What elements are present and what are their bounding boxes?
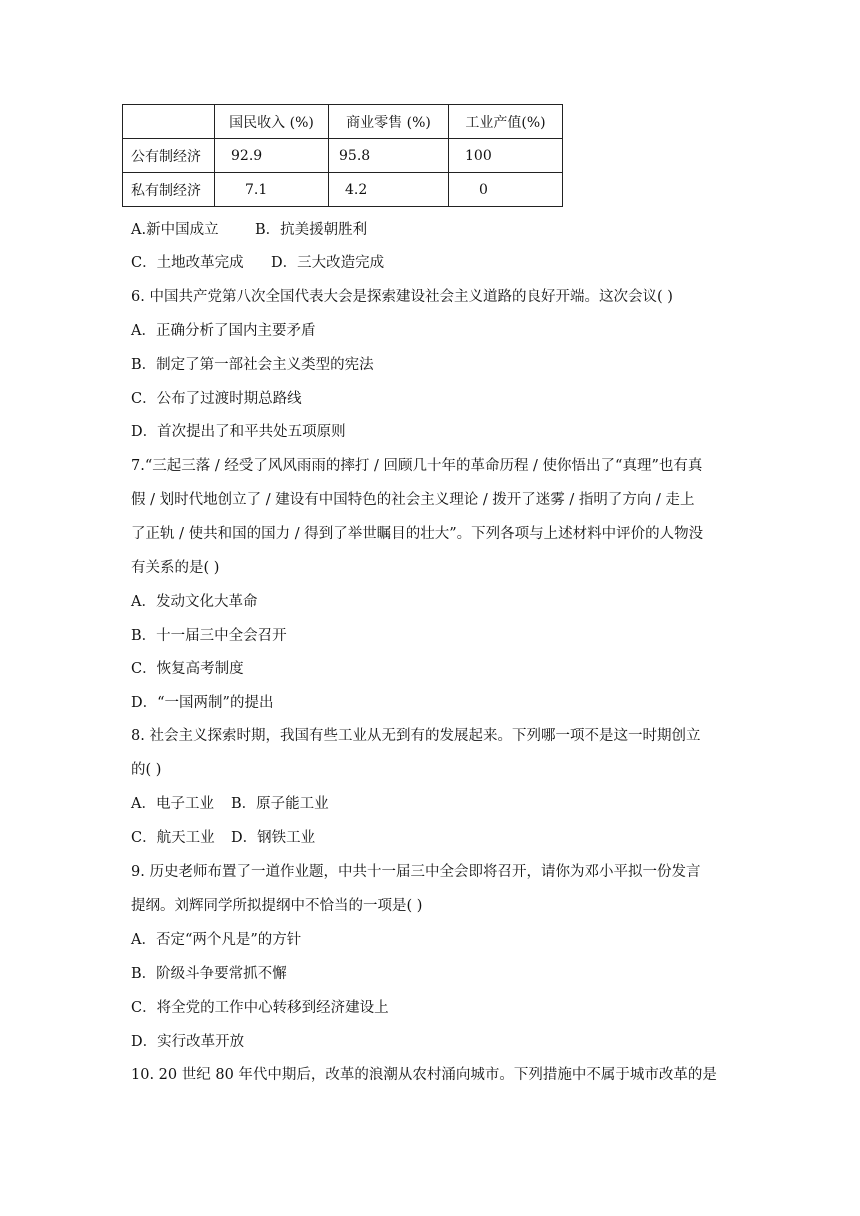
table-header-row bbox=[123, 105, 563, 139]
q6-stem: 6. 中国共产党第八次全国代表大会是探索建设社会主义道路的良好开端。这次会议( ) bbox=[131, 289, 673, 305]
q6-option-b[interactable]: B．制定了第一部社会主义类型的宪法 bbox=[131, 357, 374, 373]
option-a[interactable]: A．电子工业 bbox=[131, 796, 214, 812]
option-c[interactable]: C．土地改革完成 bbox=[131, 255, 244, 271]
q8-options-row bbox=[131, 792, 329, 813]
row-label: 私有制经济 bbox=[123, 173, 215, 207]
table-row bbox=[123, 139, 563, 173]
q7-stem-line: 了正轨 / 使共和国的国力 / 得到了举世瞩目的壮大”。下列各项与上述材料中评价的人物没 bbox=[131, 526, 704, 542]
economy-share-table bbox=[122, 104, 563, 207]
q7-stem-line: 假 / 划时代地创立了 / 建设有中国特色的社会主义理论 / 拨开了迷雾 / 指明了方向 / 走上 bbox=[131, 492, 695, 508]
q7-option-c[interactable]: C．恢复高考制度 bbox=[131, 661, 244, 677]
q9-option-d[interactable]: D．实行改革开放 bbox=[131, 1034, 245, 1050]
table-header-cell bbox=[123, 105, 215, 139]
q7-option-b[interactable]: B．十一届三中全会召开 bbox=[131, 628, 287, 644]
q7-option-a[interactable]: A．发动文化大革命 bbox=[131, 594, 258, 610]
option-b[interactable]: B．抗美援朝胜利 bbox=[255, 222, 368, 238]
q9-stem-line: 9. 历史老师布置了一道作业题，中共十一届三中全会即将召开，请你为邓小平拟一份发言 bbox=[131, 864, 701, 880]
table-header-cell: 工业产值(%) bbox=[449, 105, 563, 139]
q9-option-b[interactable]: B．阶级斗争要常抓不懈 bbox=[131, 966, 287, 982]
q6-option-d[interactable]: D．首次提出了和平共处五项原则 bbox=[131, 424, 346, 440]
table-cell: 92.9 bbox=[215, 139, 329, 173]
q8-stem-line: 8. 社会主义探索时期，我国有些工业从无到有的发展起来。下列哪一项不是这一时期创立 bbox=[131, 728, 701, 744]
q9-option-c[interactable]: C．将全党的工作中心转移到经济建设上 bbox=[131, 1000, 389, 1016]
table-cell: 0 bbox=[449, 173, 563, 207]
table-header-cell: 国民收入 (%) bbox=[215, 105, 329, 139]
option-d[interactable]: D．三大改造完成 bbox=[271, 255, 385, 271]
q6-option-c[interactable]: C．公布了过渡时期总路线 bbox=[131, 391, 302, 407]
option-c[interactable]: C．航天工业 bbox=[131, 830, 215, 846]
q7-stem-line: 有关系的是( ) bbox=[131, 560, 220, 576]
option-d[interactable]: D．钢铁工业 bbox=[231, 830, 316, 846]
q7-stem-line: 7.“三起三落 / 经受了风风雨雨的摔打 / 回顾几十年的革命历程 / 使你悟出了“真理”也有真 bbox=[131, 458, 703, 474]
option-b[interactable]: B．原子能工业 bbox=[231, 796, 329, 812]
q8-stem-line: 的( ) bbox=[131, 762, 162, 778]
table-cell: 7.1 bbox=[215, 173, 329, 207]
q9-option-a[interactable]: A．否定“两个凡是”的方针 bbox=[131, 932, 302, 948]
q10-stem-line: 10. 20 世纪 80 年代中期后，改革的浪潮从农村涌向城市。下列措施中不属于城市改革的是 bbox=[131, 1067, 717, 1083]
table-cell: 4.2 bbox=[329, 173, 449, 207]
table-cell: 95.8 bbox=[329, 139, 449, 173]
q7-option-d[interactable]: D．“一国两制”的提出 bbox=[131, 695, 274, 711]
q5-options-row bbox=[131, 251, 384, 272]
table-row bbox=[123, 173, 563, 207]
q9-stem-line: 提纲。刘辉同学所拟提纲中不恰当的一项是( ) bbox=[131, 898, 423, 914]
q6-option-a[interactable]: A．正确分析了国内主要矛盾 bbox=[131, 323, 316, 339]
table-cell: 100 bbox=[449, 139, 563, 173]
option-a[interactable]: A.新中国成立 bbox=[131, 222, 219, 238]
q5-options-row bbox=[131, 218, 367, 239]
table-header-cell: 商业零售 (%) bbox=[329, 105, 449, 139]
row-label: 公有制经济 bbox=[123, 139, 215, 173]
q8-options-row bbox=[131, 826, 315, 847]
